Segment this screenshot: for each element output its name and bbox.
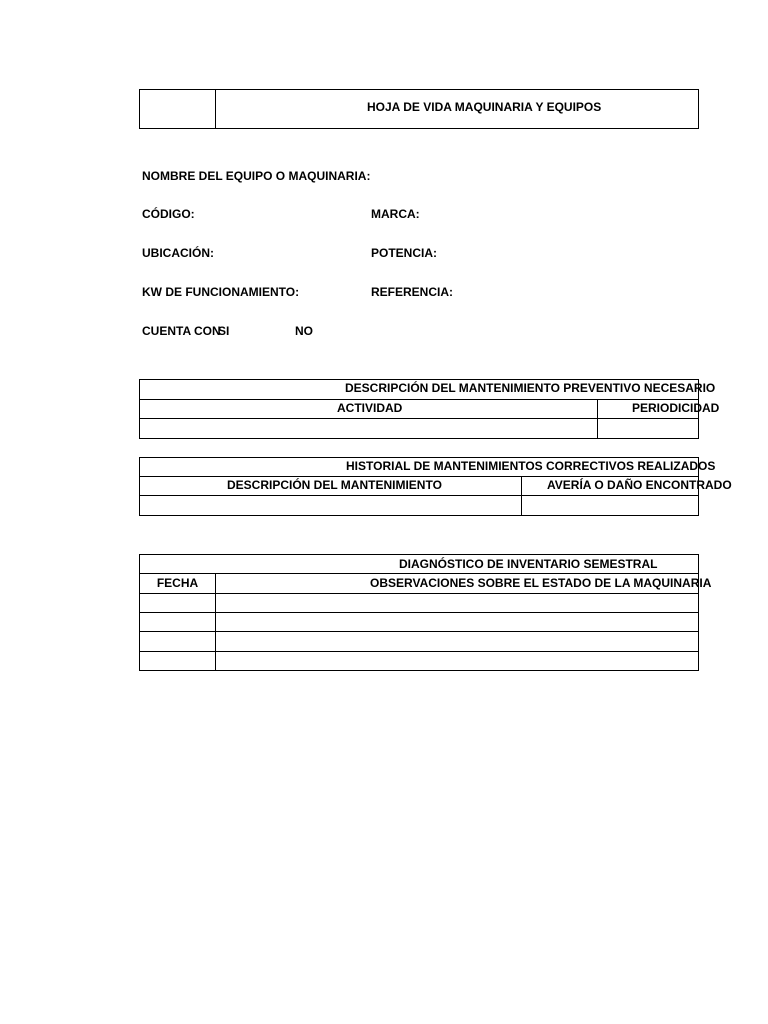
has-label: CUENTA CON — [142, 324, 221, 338]
document-title: HOJA DE VIDA MAQUINARIA Y EQUIPOS — [367, 100, 602, 114]
diagnostic-title-divider — [139, 573, 699, 574]
power-label: POTENCIA: — [371, 246, 437, 260]
preventive-header-divider — [139, 399, 699, 400]
header-logo-divider — [215, 89, 216, 128]
diagnostic-title: DIAGNÓSTICO DE INVENTARIO SEMESTRAL — [399, 557, 658, 571]
preventive-column-separator — [597, 399, 598, 438]
periodicity-column-header: PERIODICIDAD — [632, 401, 720, 415]
code-label: CÓDIGO: — [142, 207, 195, 221]
corrective-column-separator — [521, 476, 522, 515]
location-label: UBICACIÓN: — [142, 246, 214, 260]
no-label: NO — [295, 324, 313, 338]
activity-column-header: ACTIVIDAD — [337, 401, 403, 415]
equipment-name-label: NOMBRE DEL EQUIPO O MAQUINARIA: — [142, 169, 371, 183]
corrective-header-divider — [139, 476, 699, 477]
date-column-header: FECHA — [156, 576, 199, 590]
preventive-title: DESCRIPCIÓN DEL MANTENIMIENTO PREVENTIVO NECESARIO — [345, 381, 716, 395]
table-row[interactable] — [140, 496, 521, 515]
table-row[interactable] — [140, 419, 597, 438]
brand-label: MARCA: — [371, 207, 420, 221]
table-row[interactable] — [140, 632, 676, 651]
corrective-title: HISTORIAL DE MANTENIMIENTOS CORRECTIVOS REALIZADOS — [346, 459, 716, 473]
table-row[interactable] — [140, 652, 676, 670]
table-row[interactable] — [140, 613, 676, 631]
observations-column-header: OBSERVACIONES SOBRE EL ESTADO DE LA MAQUINARIA — [370, 576, 712, 590]
reference-label: REFERENCIA: — [371, 285, 454, 299]
table-row[interactable] — [140, 594, 676, 612]
description-column-header: DESCRIPCIÓN DEL MANTENIMIENTO — [227, 478, 442, 492]
kw-label: KW DE FUNCIONAMIENTO: — [142, 285, 300, 299]
damage-column-header: AVERÍA O DAÑO ENCONTRADO — [547, 478, 732, 492]
yes-label: SI — [218, 324, 230, 338]
